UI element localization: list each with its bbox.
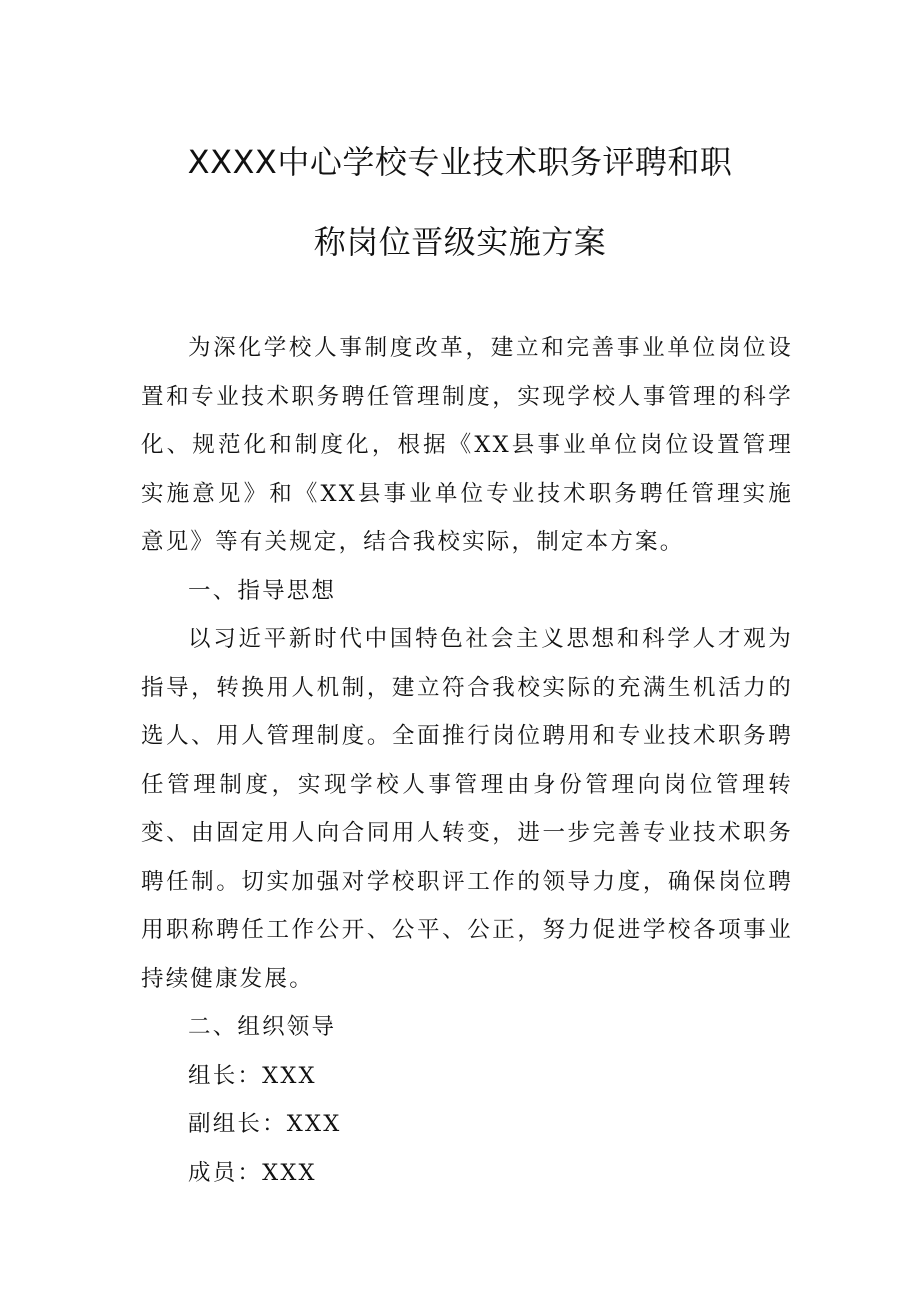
section-2-heading: 二、组织领导 [188, 1014, 337, 1040]
document-title-line-2: 称岗位晋级实施方案 [313, 223, 607, 261]
document-title-line-1: XXXX中心学校专业技术职务评聘和职 [187, 143, 733, 181]
intro-paragraph: 为深化学校人事制度改革，建立和完善事业单位岗位设置和专业技术职务聘任管理制度，实现学校人事管理的科学化、规范化和制度化，根据《XX县事业单位岗位设置管理实施意见》和《XX县事业单位专业技术职务聘任管理实施意见》等有关规定，结合我校实际，制定本方案。 [141, 335, 793, 555]
section-1-heading: 一、指导思想 [188, 577, 337, 604]
members-line: 成员：XXX [188, 1159, 317, 1186]
document-body [141, 324, 793, 1197]
section-1-paragraph: 以习近平新时代中国特色社会主义思想和科学人才观为指导，转换用人机制，建立符合我校实际的充满生机活力的选人、用人管理制度。全面推行岗位聘用和专业技术职务聘任管理制度，实现学校人事管理由身份管理向岗位管理转变、由固定用人向合同用人转变，进一步完善专业技术职务聘任制。切实加强对学校职评工作的领导力度，确保岗位聘用职称聘任工作公开、公平、公正，努力促进学校各项事业持续健康发展。 [141, 626, 793, 992]
deputy-leader-line: 副组长：XXX [188, 1111, 342, 1137]
leader-line: 组长：XXX [188, 1062, 317, 1089]
